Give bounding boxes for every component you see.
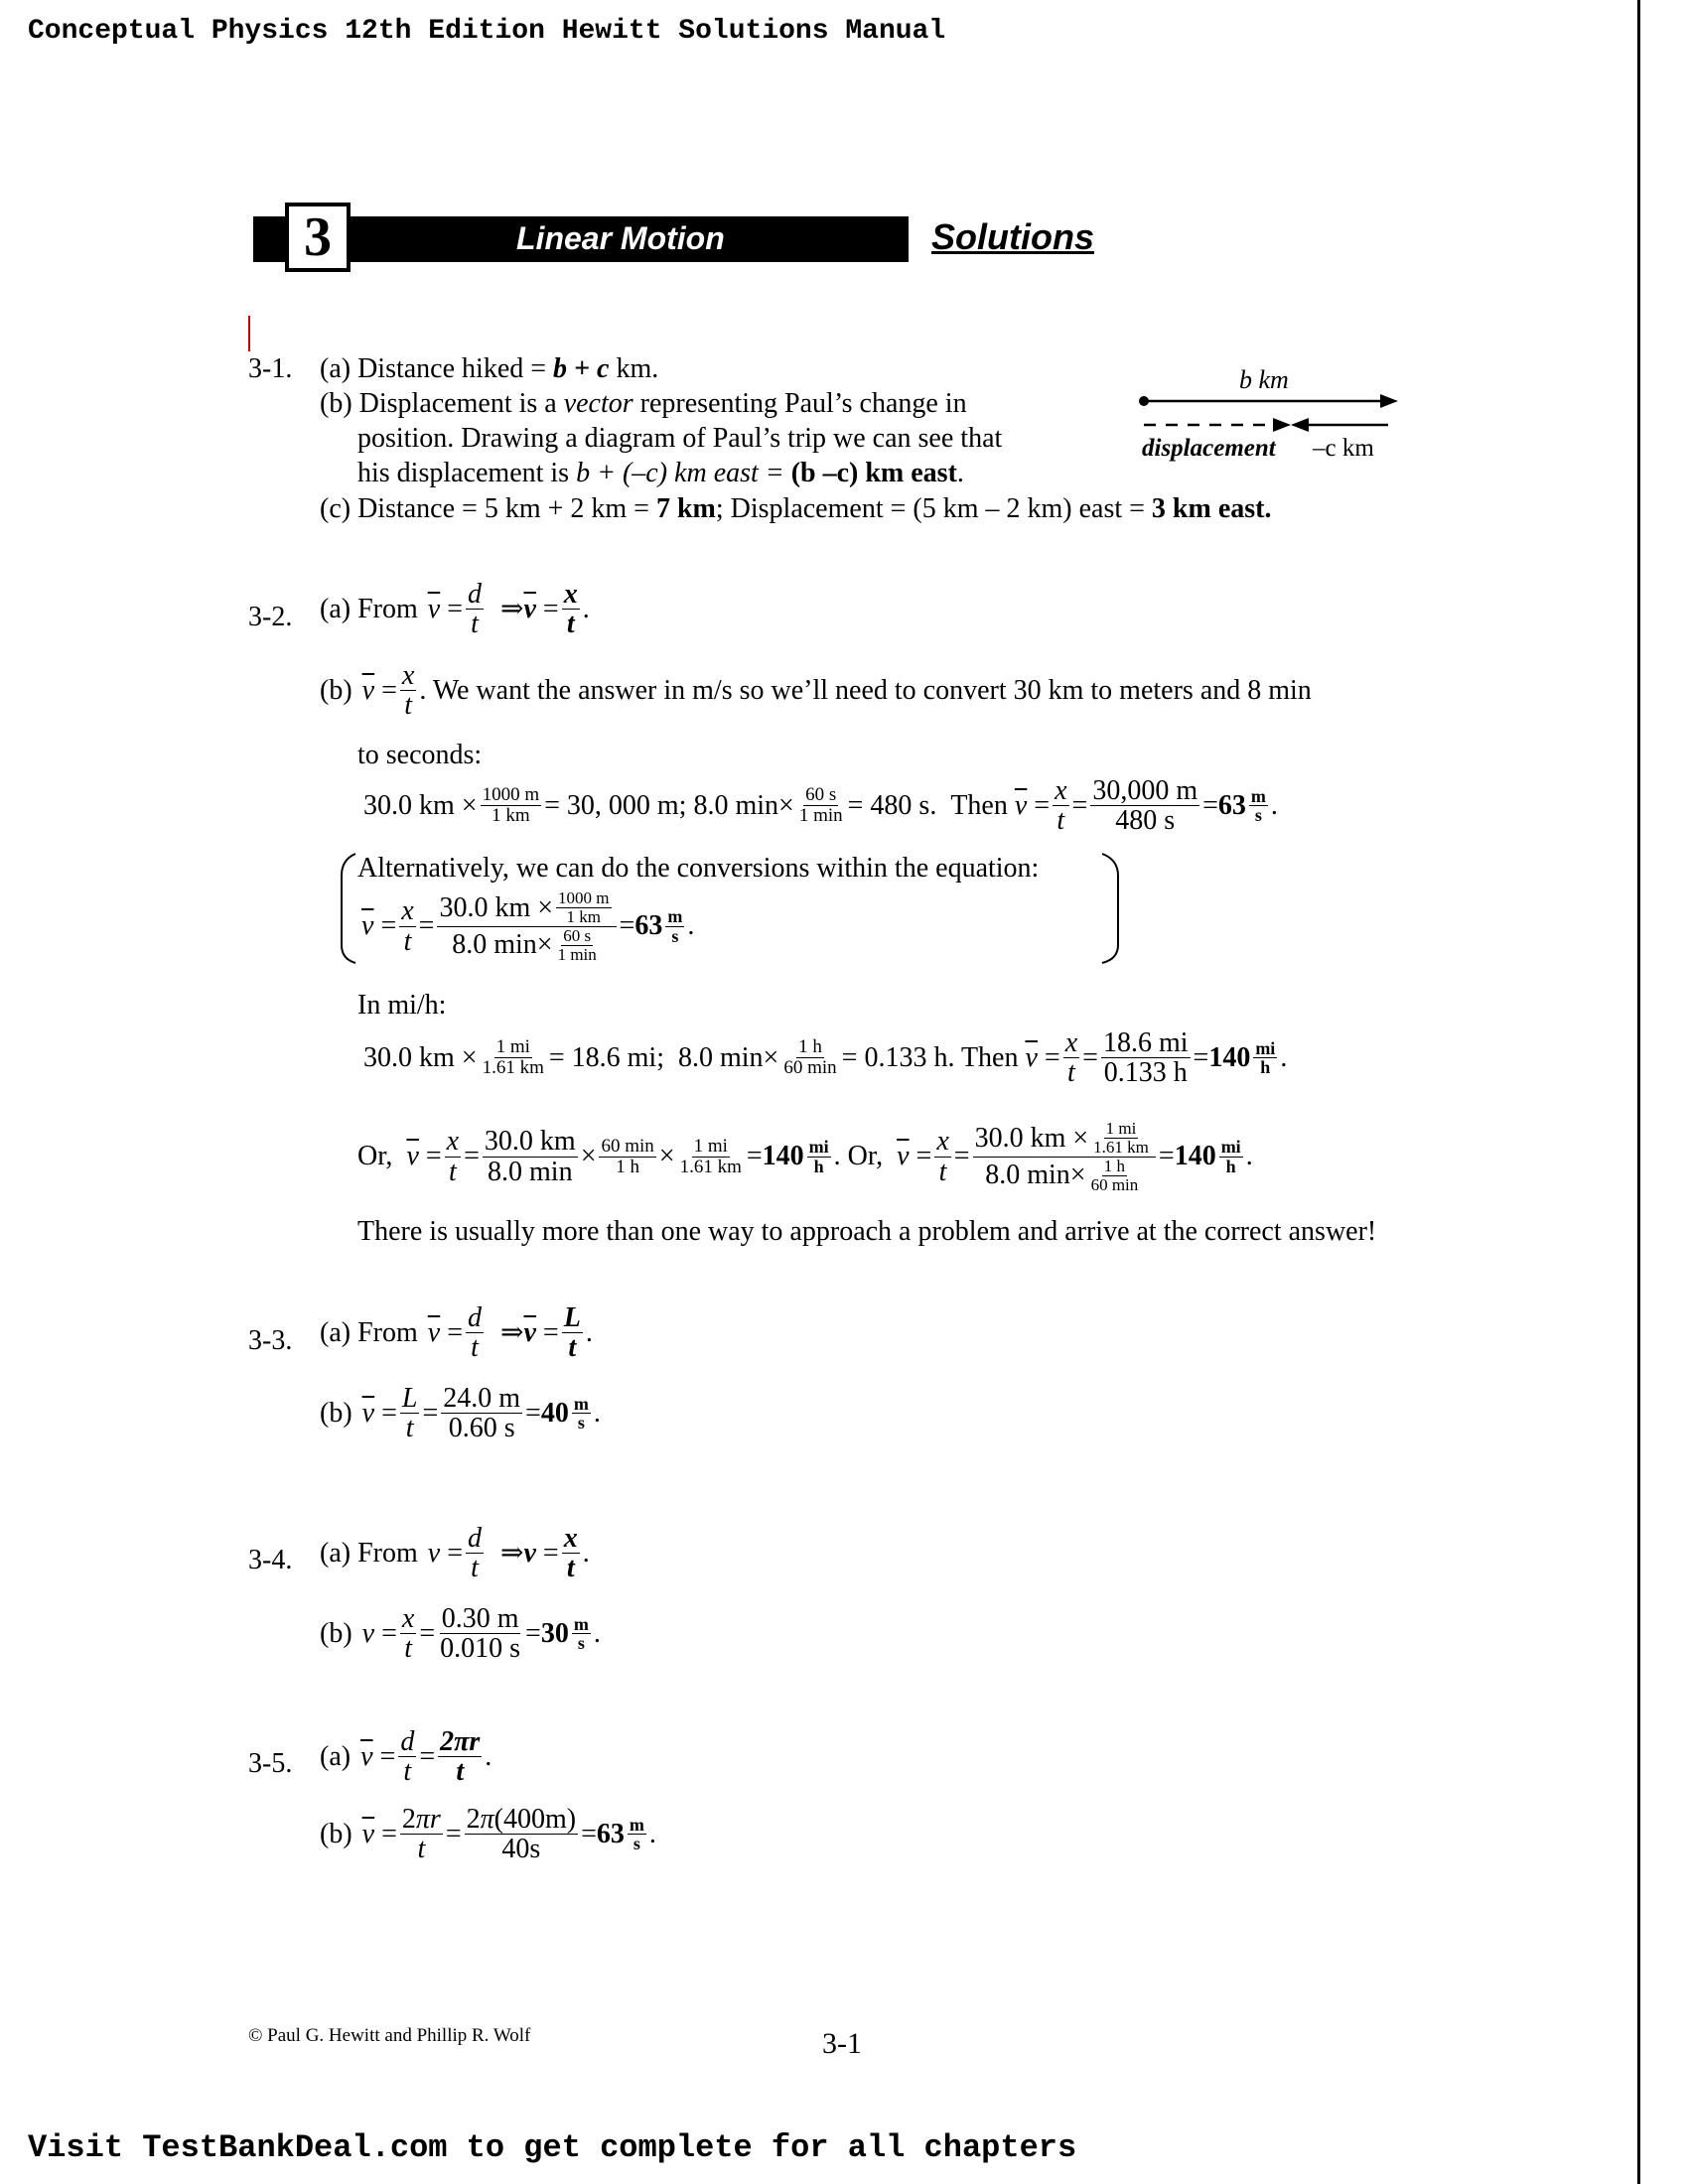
problem-3-1-b-line3: his displacement is b + (–c) km east = (b –c) km east. [357,458,964,488]
displacement-diagram [1132,391,1400,435]
page-number: 3-1 [822,2027,862,2060]
problem-3-5-b: (b) $\overline{v}$ = 2πr t = 2π(400m) 40s = 63 m s . [320,1804,656,1865]
problem-3-1-b-line2: position. Drawing a diagram of Paul’s trip we can see that [357,423,1003,454]
problem-3-1-b-line1: (b) Displacement is a vector representing Paul’s change in [320,388,967,419]
problem-3-2-conversion-eq: 30.0 km × 1000 m 1 km = 30, 000 m; 8.0 min× 60 s 1 min = 480 s. Then $\overline{v}$ = x t = 30,000 m 480 s = 63 m s . [363,775,1278,837]
problem-3-2-b: (b) $\overline{v}$ = x t . We want the answer in m/s so we’ll need to convert 30 km to meters and 8 min [320,660,1312,722]
problem-3-2-closing: There is usually more than one way to approach a problem and arrive at the correct answer! [357,1216,1377,1247]
section-label: Solutions [931,216,1094,257]
bottom-banner: Visit TestBankDeal.com to get complete for all chapters [28,2129,1077,2166]
problem-3-2-or-eq: Or, $\overline{v}$ = x t = 30.0 km 8.0 min × 60 min 1 h × 1 mi 1.61 km = 140 mi h . Or, $\overline{v}$ = x t = 30.0 km × 1 mi 1.61 km 8.0 min× 1 h 60 min = 140 mi h . [357,1119,1253,1194]
problem-3-4-number: 3-4. [248,1545,293,1575]
red-margin-mark [248,316,250,351]
problem-3-4-a: (a) From v = d t ⇒ v = x t . [320,1523,590,1584]
problem-3-2-b-line2: to seconds: [357,740,483,770]
problem-3-3-number: 3-3. [248,1325,293,1356]
problem-3-2-mih-label: In mi/h: [357,990,447,1021]
diagram-c-label: –c km [1313,435,1374,462]
chapter-number: 3 [285,203,351,272]
problem-3-2-a: (a) From $\overline{v}$ = d t ⇒ $\overline{v}$ = x t . [320,579,590,640]
diagram-b-label: b km [1239,365,1289,394]
problem-3-2-mih-eq: 30.0 km × 1 mi 1.61 km = 18.6 mi; 8.0 min× 1 h 60 min = 0.133 h. Then $\overline{v}$ = x t = 18.6 mi 0.133 h = 140 mi h . [363,1027,1288,1089]
problem-3-1-c: (c) Distance = 5 km + 2 km = 7 km; Displacement = (5 km – 2 km) east = 3 km east. [320,493,1272,524]
diagram-displacement-label: displacement [1142,435,1276,462]
chapter-title: Linear Motion [516,220,725,256]
copyright: © Paul G. Hewitt and Phillip R. Wolf [248,2025,531,2046]
problem-3-5-a: (a) $\overline{v}$ = d t = 2πr t . [320,1726,492,1788]
problem-3-2-alternative-text: Alternatively, we can do the conversions within the equation: [357,853,1040,884]
problem-3-5-number: 3-5. [248,1748,293,1779]
problem-3-2-alternative-eq: $\overline{v}$ = x t = 30.0 km × 1000 m 1 km 8.0 min× 60 s 1 min = 63 m s . [361,888,695,964]
problem-3-1-number: 3-1. [248,353,293,384]
problem-3-3-a: (a) From $\overline{v}$ = d t ⇒ $\overline{v}$ = L t . [320,1302,593,1364]
problem-3-4-b: (b) v = x t = 0.30 m 0.010 s = 30 m s . [320,1603,601,1665]
problem-3-3-b: (b) $\overline{v}$ = L t = 24.0 m 0.60 s = 40 m s . [320,1383,601,1444]
problem-3-1-a: (a) Distance hiked = b + c km. [320,353,659,384]
problem-3-2-number: 3-2. [248,602,293,632]
top-banner: Conceptual Physics 12th Edition Hewitt Solutions Manual [28,16,946,47]
